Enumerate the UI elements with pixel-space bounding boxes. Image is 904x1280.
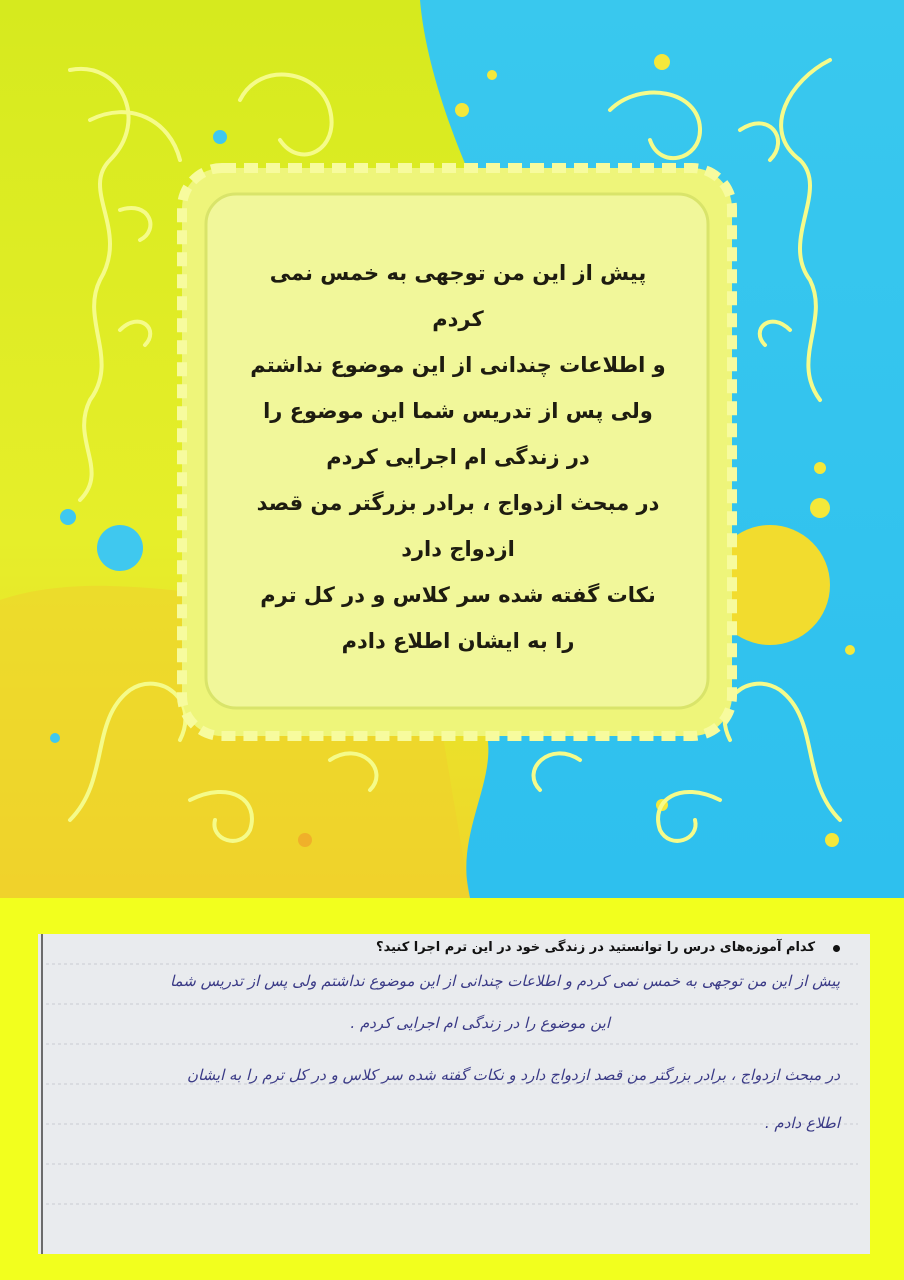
blue-dot-large [97,525,143,571]
question-text: کدام آموزه‌های درس را توانستید در زندگی خود در این ترم اجرا کنید؟ [376,940,815,955]
card-line-2: کردم [432,307,484,331]
handwriting-line-4: اطلاع دادم . [764,1114,840,1132]
card-line-9: را به ایشان اطلاع دادم [341,629,575,653]
bullet-icon [833,945,840,952]
card-line-4: ولی پس از تدریس شما این موضوع را [263,399,653,423]
card-line-8: نکات گفته شده سر کلاس و در کل ترم [260,583,656,607]
card-line-5: در زندگی ام اجرایی کردم [326,445,590,469]
handwriting-line-2: این موضوع را در زندگی ام اجرایی کردم . [350,1014,610,1032]
card-message [238,250,678,655]
card-line-1: پیش از این من توجهی به خمس نمی [269,261,647,285]
handwriting-line-3: در مبحث ازدواج ، برادر بزرگتر من قصد ازدواج دارد و نکات گفته شده سر کلاس و در کل ترم را به ایشان [186,1066,840,1084]
card-line-3: و اطلاعات چندانی از این موضوع نداشتم [250,353,666,377]
handwriting-line-1: پیش از این من توجهی به خمس نمی کردم و اطلاعات چندانی از این موضوع نداشتم ولی پس از تدریس شما [169,972,840,990]
card-line-6: در مبحث ازدواج ، برادر بزرگتر من قصد [256,491,660,515]
answer-sheet [38,934,870,1254]
card-line-7: ازدواج دارد [401,537,515,561]
